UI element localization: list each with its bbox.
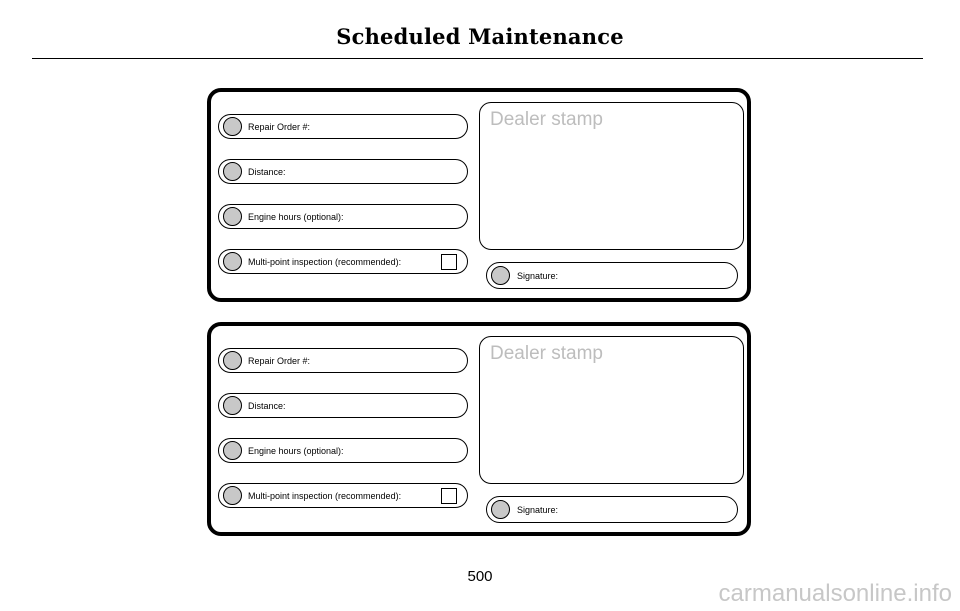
repair-order-field[interactable] (218, 114, 468, 139)
bullet-circle-icon (223, 351, 242, 370)
signature-field[interactable] (486, 496, 738, 523)
signature-field[interactable] (486, 262, 738, 289)
bullet-circle-icon (491, 500, 510, 519)
distance-label: Distance: (248, 166, 286, 177)
engine-hours-label: Engine hours (optional): (248, 445, 344, 456)
distance-field[interactable] (218, 159, 468, 184)
multipoint-inspection-label: Multi-point inspection (recommended): (248, 256, 402, 267)
repair-order-field[interactable] (218, 348, 468, 373)
dealer-stamp-box (479, 102, 744, 250)
multipoint-inspection-checkbox[interactable] (441, 488, 457, 504)
signature-label: Signature: (517, 504, 559, 515)
bullet-circle-icon (223, 396, 242, 415)
engine-hours-label: Engine hours (optional): (248, 211, 344, 222)
bullet-circle-icon (223, 162, 242, 181)
multipoint-inspection-field (218, 483, 468, 508)
multipoint-inspection-label: Multi-point inspection (recommended): (248, 490, 402, 501)
bullet-circle-icon (223, 117, 242, 136)
dealer-stamp-label: Dealer stamp (490, 109, 603, 130)
maintenance-record-card (207, 88, 751, 302)
multipoint-inspection-field (218, 249, 468, 274)
repair-order-label: Repair Order #: (248, 355, 311, 366)
bullet-circle-icon (223, 207, 242, 226)
page-title: Scheduled Maintenance (336, 24, 624, 49)
maintenance-record-card (207, 322, 751, 536)
engine-hours-field[interactable] (218, 438, 468, 463)
bullet-circle-icon (223, 486, 242, 505)
dealer-stamp-box (479, 336, 744, 484)
bullet-circle-icon (223, 441, 242, 460)
dealer-stamp-label: Dealer stamp (490, 343, 603, 364)
title-divider (32, 58, 923, 59)
page-number: 500 (467, 568, 493, 585)
signature-label: Signature: (517, 270, 559, 281)
bullet-circle-icon (223, 252, 242, 271)
multipoint-inspection-checkbox[interactable] (441, 254, 457, 270)
repair-order-label: Repair Order #: (248, 121, 311, 132)
bullet-circle-icon (491, 266, 510, 285)
engine-hours-field[interactable] (218, 204, 468, 229)
distance-field[interactable] (218, 393, 468, 418)
distance-label: Distance: (248, 400, 286, 411)
watermark: carmanualsonline.info (718, 580, 952, 607)
